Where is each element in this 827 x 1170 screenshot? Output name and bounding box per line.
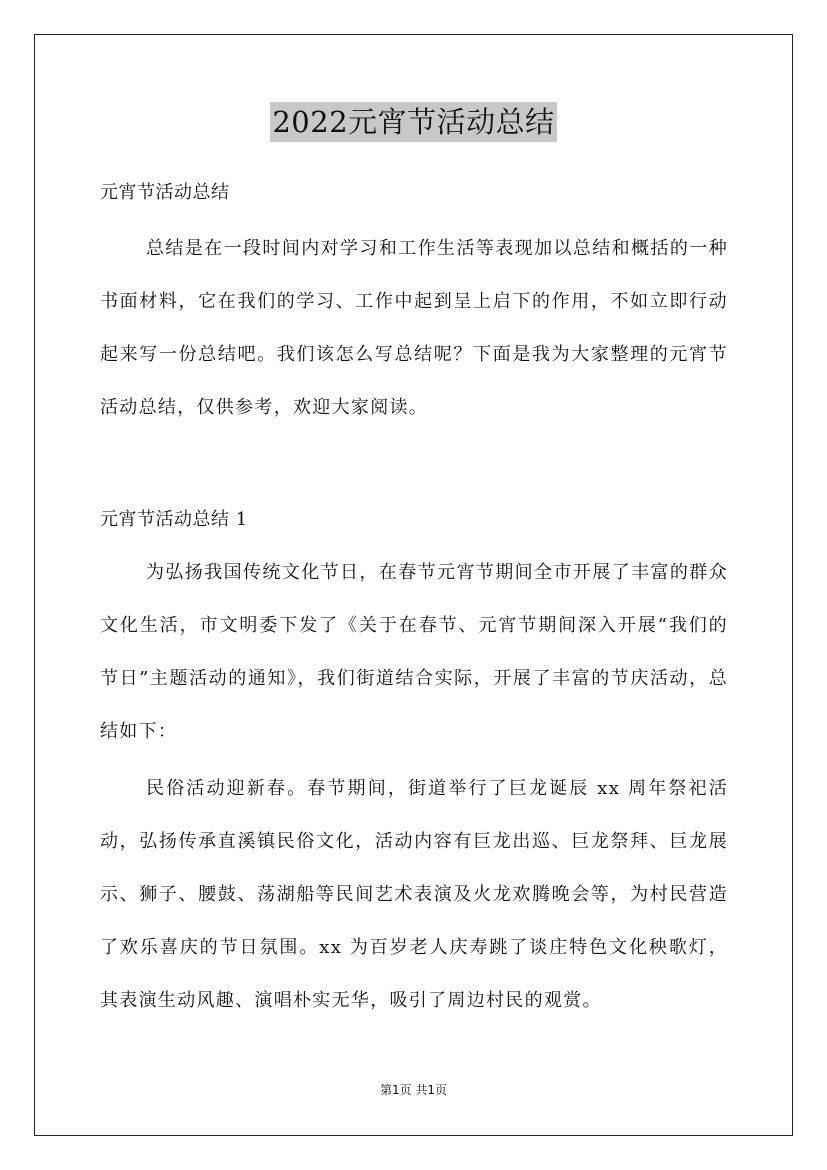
document-subtitle: 元宵节活动总结: [100, 182, 230, 203]
intro-paragraph: 总结是在一段时间内对学习和工作生活等表现加以总结和概括的一种书面材料，它在我们的学习、工作中起到呈上启下的作用，不如立即行动起来写一份总结吧。我们该怎么写总结呢？下面是我为大家整理的元宵节活动总结，仅供参考，欢迎大家阅读。: [100, 238, 728, 418]
section-heading: 元宵节活动总结 1: [100, 509, 248, 530]
body-paragraph-2: 民俗活动迎新春。春节期间，街道举行了巨龙诞辰 xx 周年祭祀活动，弘扬传承直溪镇民俗文化，活动内容有巨龙出巡、巨龙祭拜、巨龙展示、狮子、腰鼓、荡湖船等民间艺术表演及火龙欢腾晚会等，为村民营造了欢乐喜庆的节日氛围。xx 为百岁老人庆寿跳了谈庄特色文化秧歌灯，其表演生动风趣、演唱朴实无华，吸引了周边村民的观赏。: [100, 778, 728, 1011]
page-footer: 第1页 共1页: [379, 1083, 448, 1097]
title-container: [0, 102, 827, 142]
document-title: 2022元宵节活动总结: [270, 102, 556, 142]
body-paragraph-1: 为弘扬我国传统文化节日，在春节元宵节期间全市开展了丰富的群众文化生活，市文明委下发了《关于在春节、元宵节期间深入开展“我们的节日”主题活动的通知》，我们街道结合实际，开展了丰富的节庆活动，总结如下：: [100, 562, 728, 742]
